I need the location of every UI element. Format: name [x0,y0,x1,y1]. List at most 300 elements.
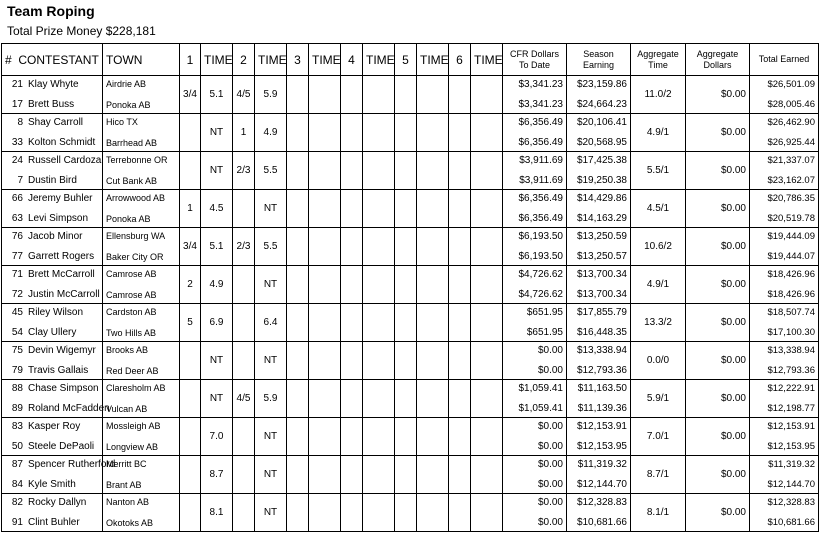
season-header-line-1: Season [583,48,614,59]
empty-round-cell [471,456,503,494]
empty-round-cell [449,228,471,266]
season-earning: $13,338.94 [576,345,627,356]
table-row [2,418,819,456]
contestant-name: Travis Gallais [28,365,89,376]
contestant-name: Garrett Rogers [28,251,95,262]
empty-round-cell [449,114,471,152]
round-1-time: 8.1 [201,494,233,532]
contestant-number: 24 [11,155,23,166]
empty-round-cell [395,304,417,342]
contestant-town: Airdrie AB [106,79,147,89]
total-earned: $26,925.44 [767,137,815,148]
season-earning-cell [567,304,631,342]
round-1-placing: 2 [180,266,201,304]
round-1-placing [180,114,201,152]
season-earning-cell [567,494,631,532]
season-earning: $11,139.36 [577,403,627,414]
empty-round-cell [309,266,341,304]
contestant-header-label: CONTESTANT [18,52,99,67]
town-cell [103,456,180,494]
round-1-placing [180,456,201,494]
empty-round-cell [471,418,503,456]
cfr-dollars: $6,356.49 [518,213,563,224]
empty-round-cell [449,494,471,532]
empty-round-cell [395,152,417,190]
empty-round-cell [417,152,449,190]
empty-round-cell [287,76,309,114]
season-earning: $19,250.38 [576,175,627,186]
cfr-dollars: $0.00 [537,517,563,528]
contestant-cell [2,418,103,456]
round-2-placing [233,266,255,304]
cfr-dollars-cell [503,114,567,152]
contestant-name: Klay Whyte [28,79,79,90]
contestant-town: Ponoka AB [106,100,151,110]
cfr-dollars-cell [503,304,567,342]
contestant-town: Camrose AB [106,290,157,300]
town-cell [103,190,180,228]
contestant-name: Spencer Rutherford [28,459,116,470]
contestant [5,137,99,148]
contestant-number: 87 [11,459,23,470]
cfr-dollars: $3,911.69 [519,175,563,186]
total-earned: $11,319.32 [768,459,815,470]
contestant-town: Red Deer AB [106,366,159,376]
empty-round-cell [471,494,503,532]
empty-round-cell [417,266,449,304]
cfr-dollars: $0.00 [537,459,563,470]
total-earned: $18,426.96 [767,289,815,300]
empty-round-cell [449,380,471,418]
empty-round-cell [417,456,449,494]
empty-round-cell [471,152,503,190]
cfr-dollars: $1,059.41 [518,403,563,414]
contestant-number: 63 [11,213,23,224]
town-cell [103,418,180,456]
round-5-header: 5 [395,44,417,76]
total-earned: $12,198.77 [767,403,815,414]
season-earning: $13,700.34 [576,289,627,300]
contestant [5,383,99,394]
contestant [5,213,99,224]
results-table [1,43,819,532]
total-earned-cell [750,190,819,228]
town-cell [103,494,180,532]
table-row [2,114,819,152]
total-earned-cell [750,380,819,418]
empty-round-cell [309,456,341,494]
empty-round-cell [363,418,395,456]
contestant-name: Jacob Minor [28,231,83,242]
season-earning-cell [567,418,631,456]
cfr-dollars: $0.00 [537,479,563,490]
empty-round-cell [287,418,309,456]
round-1-placing [180,380,201,418]
contestant-cell [2,114,103,152]
cfr-dollars: $0.00 [537,345,563,356]
total-earned: $12,222.91 [767,383,815,394]
total-earned: $20,786.35 [767,193,815,204]
empty-round-cell [363,228,395,266]
round-2-time: 5.5 [255,152,287,190]
empty-round-cell [395,494,417,532]
round-1-time: NT [201,380,233,418]
round-2-time: NT [255,494,287,532]
total-earned: $21,337.07 [767,155,815,166]
header-row [2,44,819,76]
cfr-dollars-cell [503,494,567,532]
empty-round-cell [395,418,417,456]
empty-round-cell [341,190,363,228]
empty-round-cell [471,342,503,380]
aggregate-time: 4.9/1 [631,114,686,152]
empty-round-cell [341,456,363,494]
agg-dollars-header-line-1: Aggregate [696,48,739,59]
cfr-dollars-cell [503,418,567,456]
aggregate-dollars: $0.00 [686,418,750,456]
contestant [5,403,110,414]
contestant-town: Two Hills AB [106,328,157,338]
contestant-cell [2,342,103,380]
agg-time-header-line-2: Time [648,59,668,70]
total-earned: $19,444.09 [767,231,815,242]
town-header: TOWN [103,44,180,76]
contestant-number: 91 [11,517,23,528]
table-row [2,380,819,418]
round-2-time: NT [255,342,287,380]
contestant-town: Nanton AB [106,497,150,507]
contestant-name: Kyle Smith [28,479,76,490]
contestant-number: 7 [17,175,23,186]
contestant-name: Chase Simpson [28,383,99,394]
aggregate-dollars: $0.00 [686,76,750,114]
round-1-time: NT [201,152,233,190]
town-cell [103,76,180,114]
contestant-name: Clay Ullery [28,327,77,338]
season-earning: $13,250.59 [576,231,627,242]
round-1-placing [180,342,201,380]
total-earned: $12,153.91 [767,421,815,432]
empty-round-cell [309,342,341,380]
empty-round-cell [309,304,341,342]
contestant-name: Roland McFadden [28,403,110,414]
aggregate-dollars: $0.00 [686,152,750,190]
total-earned: $12,793.36 [767,365,815,376]
contestant-number: 82 [11,497,23,508]
total-earned: $12,328.83 [767,497,815,508]
empty-round-cell [309,494,341,532]
total-earned-cell [750,228,819,266]
contestant [5,497,99,508]
contestant-cell [2,380,110,418]
season-earning: $14,163.29 [576,213,627,224]
contestant [5,421,99,432]
num-header: # [5,52,12,67]
round-2-placing: 4/5 [233,76,255,114]
total-earned-cell [750,304,819,342]
season-earning: $12,793.36 [576,365,627,376]
total-earned-cell [750,114,819,152]
total-prize-money: Total Prize Money $228,181 [7,24,156,38]
empty-round-cell [449,418,471,456]
season-earning: $12,153.91 [576,421,627,432]
contestant-town: Mossleigh AB [106,421,161,431]
aggregate-time: 10.6/2 [631,228,686,266]
round-1-time: NT [201,114,233,152]
aggregate-time: 4.9/1 [631,266,686,304]
contestant-cell [2,228,103,266]
empty-round-cell [363,190,395,228]
round-2-time: NT [255,190,287,228]
town-cell [103,304,180,342]
total-earned: $17,100.30 [767,327,815,338]
round-2-placing [233,304,255,342]
contestant [5,327,99,338]
contestant-name: Levi Simpson [28,213,89,224]
contestant-town: Okotoks AB [106,518,154,528]
round-2-placing: 2/3 [233,152,255,190]
table-row [2,266,819,304]
contestant [5,517,99,528]
empty-round-cell [471,228,503,266]
cfr-dollars: $0.00 [537,421,563,432]
total-earned-cell [750,76,819,114]
season-earning: $11,319.32 [577,459,627,470]
empty-round-cell [363,380,395,418]
empty-round-cell [449,342,471,380]
round-1-time: 4.9 [201,266,233,304]
round-1-time: 8.7 [201,456,233,494]
season-earning-cell [567,228,631,266]
cfr-dollars: $1,059.41 [518,383,563,394]
empty-round-cell [395,228,417,266]
contestant-name: Russell Cardoza [28,155,102,166]
empty-round-cell [417,190,449,228]
table-row [2,152,819,190]
empty-round-cell [363,152,395,190]
contestant-number: 21 [11,79,23,90]
contestant-header [2,44,103,76]
round-2-time: NT [255,456,287,494]
empty-round-cell [417,380,449,418]
town-cell [103,266,180,304]
contestant-number: 45 [11,307,23,318]
aggregate-time-header [631,44,686,76]
contestant [5,99,99,110]
contestant-town: Ponoka AB [106,214,151,224]
empty-round-cell [471,380,503,418]
empty-round-cell [341,418,363,456]
town-cell [103,114,180,152]
aggregate-dollars: $0.00 [686,114,750,152]
empty-round-cell [341,152,363,190]
cfr-dollars: $4,726.62 [518,289,563,300]
season-earning: $14,429.86 [576,193,627,204]
empty-round-cell [449,190,471,228]
round-1-placing: 3/4 [180,76,201,114]
table-row [2,228,819,266]
round-2-placing [233,418,255,456]
empty-round-cell [287,304,309,342]
empty-round-cell [363,114,395,152]
aggregate-time: 8.1/1 [631,494,686,532]
round-1-time: 5.1 [201,228,233,266]
season-earning: $23,159.86 [576,79,627,90]
total-earned: $26,462.90 [767,117,815,128]
empty-round-cell [363,76,395,114]
cfr-dollars: $0.00 [537,441,563,452]
round-1-placing: 3/4 [180,228,201,266]
cfr-dollars: $651.95 [526,307,563,318]
empty-round-cell [417,228,449,266]
total-earned-cell [750,342,819,380]
empty-round-cell [363,494,395,532]
cfr-dollars-cell [503,380,567,418]
total-earned: $19,444.07 [767,251,815,262]
aggregate-time: 4.5/1 [631,190,686,228]
total-earned: $26,501.09 [767,79,815,90]
empty-round-cell [471,304,503,342]
page-title: Team Roping [7,3,95,19]
empty-round-cell [341,494,363,532]
empty-round-cell [395,190,417,228]
empty-round-cell [309,380,341,418]
empty-round-cell [417,418,449,456]
empty-round-cell [449,456,471,494]
empty-round-cell [449,152,471,190]
contestant-town: Merritt BC [106,459,147,469]
season-earning-header [567,44,631,76]
contestant-number: 50 [11,441,23,452]
cfr-dollars: $3,341.23 [518,99,563,110]
cfr-dollars: $6,356.49 [518,137,563,148]
total-earned-cell [750,152,819,190]
empty-round-cell [449,266,471,304]
town-cell [103,228,180,266]
round-2-placing: 2/3 [233,228,255,266]
time-1-header: TIME [201,44,233,76]
empty-round-cell [309,190,341,228]
contestant-cell [2,456,116,494]
round-2-time: NT [255,266,287,304]
contestant [5,345,99,356]
time-4-header: TIME [363,44,395,76]
contestant-name: Steele DePaoli [28,441,95,452]
cfr-dollars: $6,193.50 [518,251,563,262]
contestant-town: Barrhead AB [106,138,158,148]
cfr-dollars: $3,341.23 [518,79,563,90]
season-earning: $12,328.83 [576,497,627,508]
contestant-number: 33 [11,137,23,148]
empty-round-cell [287,190,309,228]
empty-round-cell [287,152,309,190]
cfr-dollars: $6,356.49 [518,193,563,204]
aggregate-time: 11.0/2 [631,76,686,114]
empty-round-cell [309,76,341,114]
round-4-header: 4 [341,44,363,76]
round-6-header: 6 [449,44,471,76]
contestant [5,289,99,300]
round-2-time: 5.9 [255,76,287,114]
round-2-placing [233,190,255,228]
time-6-header: TIME [471,44,503,76]
contestant-town: Ellensburg WA [106,231,166,241]
cfr-dollars: $0.00 [537,497,563,508]
season-earning-cell [567,76,631,114]
empty-round-cell [363,342,395,380]
total-earned: $28,005.46 [767,99,815,110]
total-earned: $12,144.70 [767,479,815,490]
season-earning: $13,700.34 [576,269,627,280]
time-2-header: TIME [255,44,287,76]
contestant-town: Baker City OR [106,252,164,262]
round-2-placing [233,494,255,532]
total-earned-cell [750,418,819,456]
empty-round-cell [449,304,471,342]
aggregate-dollars: $0.00 [686,380,750,418]
town-cell [103,342,180,380]
season-earning: $17,855.79 [576,307,627,318]
season-earning: $12,153.95 [576,441,627,452]
season-earning-cell [567,190,631,228]
round-1-placing [180,418,201,456]
empty-round-cell [363,266,395,304]
contestant-town: Brant AB [106,480,142,490]
contestant-town: Arrowwood AB [106,193,166,203]
total-earned: $13,338.94 [767,345,815,356]
total-earned-cell [750,494,819,532]
contestant-cell [2,190,103,228]
season-earning: $10,681.66 [576,517,627,528]
empty-round-cell [363,456,395,494]
contestant-number: 88 [11,383,23,394]
contestant-number: 89 [11,403,23,414]
cfr-dollars-cell [503,342,567,380]
empty-round-cell [471,190,503,228]
contestant-town: Claresholm AB [106,383,166,393]
round-1-placing: 5 [180,304,201,342]
round-1-header: 1 [180,44,201,76]
contestant-cell [2,76,103,114]
table-row [2,342,819,380]
contestant-number: 76 [11,231,23,242]
season-earning-cell [567,456,631,494]
contestant-town: Brooks AB [106,345,149,355]
empty-round-cell [471,266,503,304]
season-earning-cell [567,152,631,190]
round-1-placing [180,494,201,532]
empty-round-cell [395,342,417,380]
round-2-time: NT [255,418,287,456]
empty-round-cell [471,76,503,114]
town-cell [103,380,180,418]
contestant-number: 77 [11,251,23,262]
contestant-number: 84 [11,479,23,490]
contestant-town: Longview AB [106,442,159,452]
season-earning: $13,250.57 [576,251,627,262]
aggregate-dollars: $0.00 [686,190,750,228]
round-2-placing [233,342,255,380]
table-row [2,456,819,494]
contestant [5,307,99,318]
cfr-dollars: $651.95 [526,327,563,338]
aggregate-dollars: $0.00 [686,304,750,342]
contestant [5,479,99,490]
empty-round-cell [395,266,417,304]
cfr-header-line-2: To Date [518,59,551,70]
cfr-dollars: $3,911.69 [519,155,563,166]
cfr-dollars-cell [503,190,567,228]
